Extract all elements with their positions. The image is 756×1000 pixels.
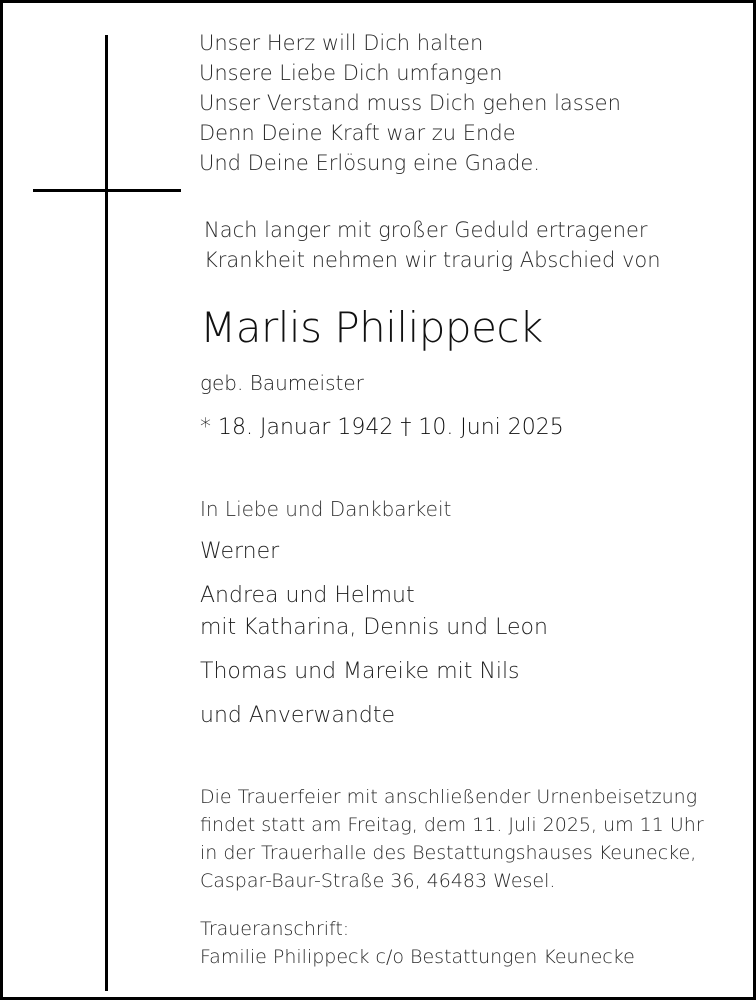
poem-line-3: Unser Verstand muss Dich gehen lassen	[199, 91, 621, 115]
intro-line-1: Nach langer mit großer Geduld ertragener	[204, 218, 648, 242]
cross-horizontal-bar	[33, 189, 181, 192]
birth-name: geb. Baumeister	[200, 371, 364, 395]
poem-line-1: Unser Herz will Dich halten	[199, 31, 484, 55]
life-dates: * 18. Januar 1942 † 10. Juni 2025	[200, 415, 564, 440]
family-line-1: Werner	[200, 539, 280, 564]
cross-vertical-bar	[105, 35, 108, 991]
address-line: Familie Philippeck c/o Bestattungen Keunecke	[200, 946, 635, 968]
poem-line-5: Und Deine Erlösung eine Gnade.	[199, 151, 540, 175]
intro-line-2: Krankheit nehmen wir traurig Abschied von	[204, 248, 661, 272]
family-line-2: Andrea und Helmut	[200, 583, 415, 608]
family-line-4: Thomas und Mareike mit Nils	[200, 659, 520, 684]
service-line-1: Die Trauerfeier mit anschließender Urnenbeisetzung	[200, 786, 698, 808]
service-line-3: in der Trauerhalle des Bestattungshauses Keunecke,	[200, 842, 697, 864]
service-line-4: Caspar-Baur-Straße 36, 46483 Wesel.	[200, 870, 556, 892]
family-line-5: und Anverwandte	[200, 703, 395, 728]
family-intro: In Liebe und Dankbarkeit	[200, 497, 452, 521]
address-label: Traueranschrift:	[200, 918, 350, 940]
service-line-2: findet statt am Freitag, dem 11. Juli 2025, um 11 Uhr	[200, 814, 704, 836]
poem-line-4: Denn Deine Kraft war zu Ende	[199, 121, 516, 145]
deceased-name: Marlis Philippeck	[200, 303, 543, 352]
family-line-3: mit Katharina, Dennis und Leon	[200, 615, 548, 640]
poem-line-2: Unsere Liebe Dich umfangen	[199, 61, 503, 85]
